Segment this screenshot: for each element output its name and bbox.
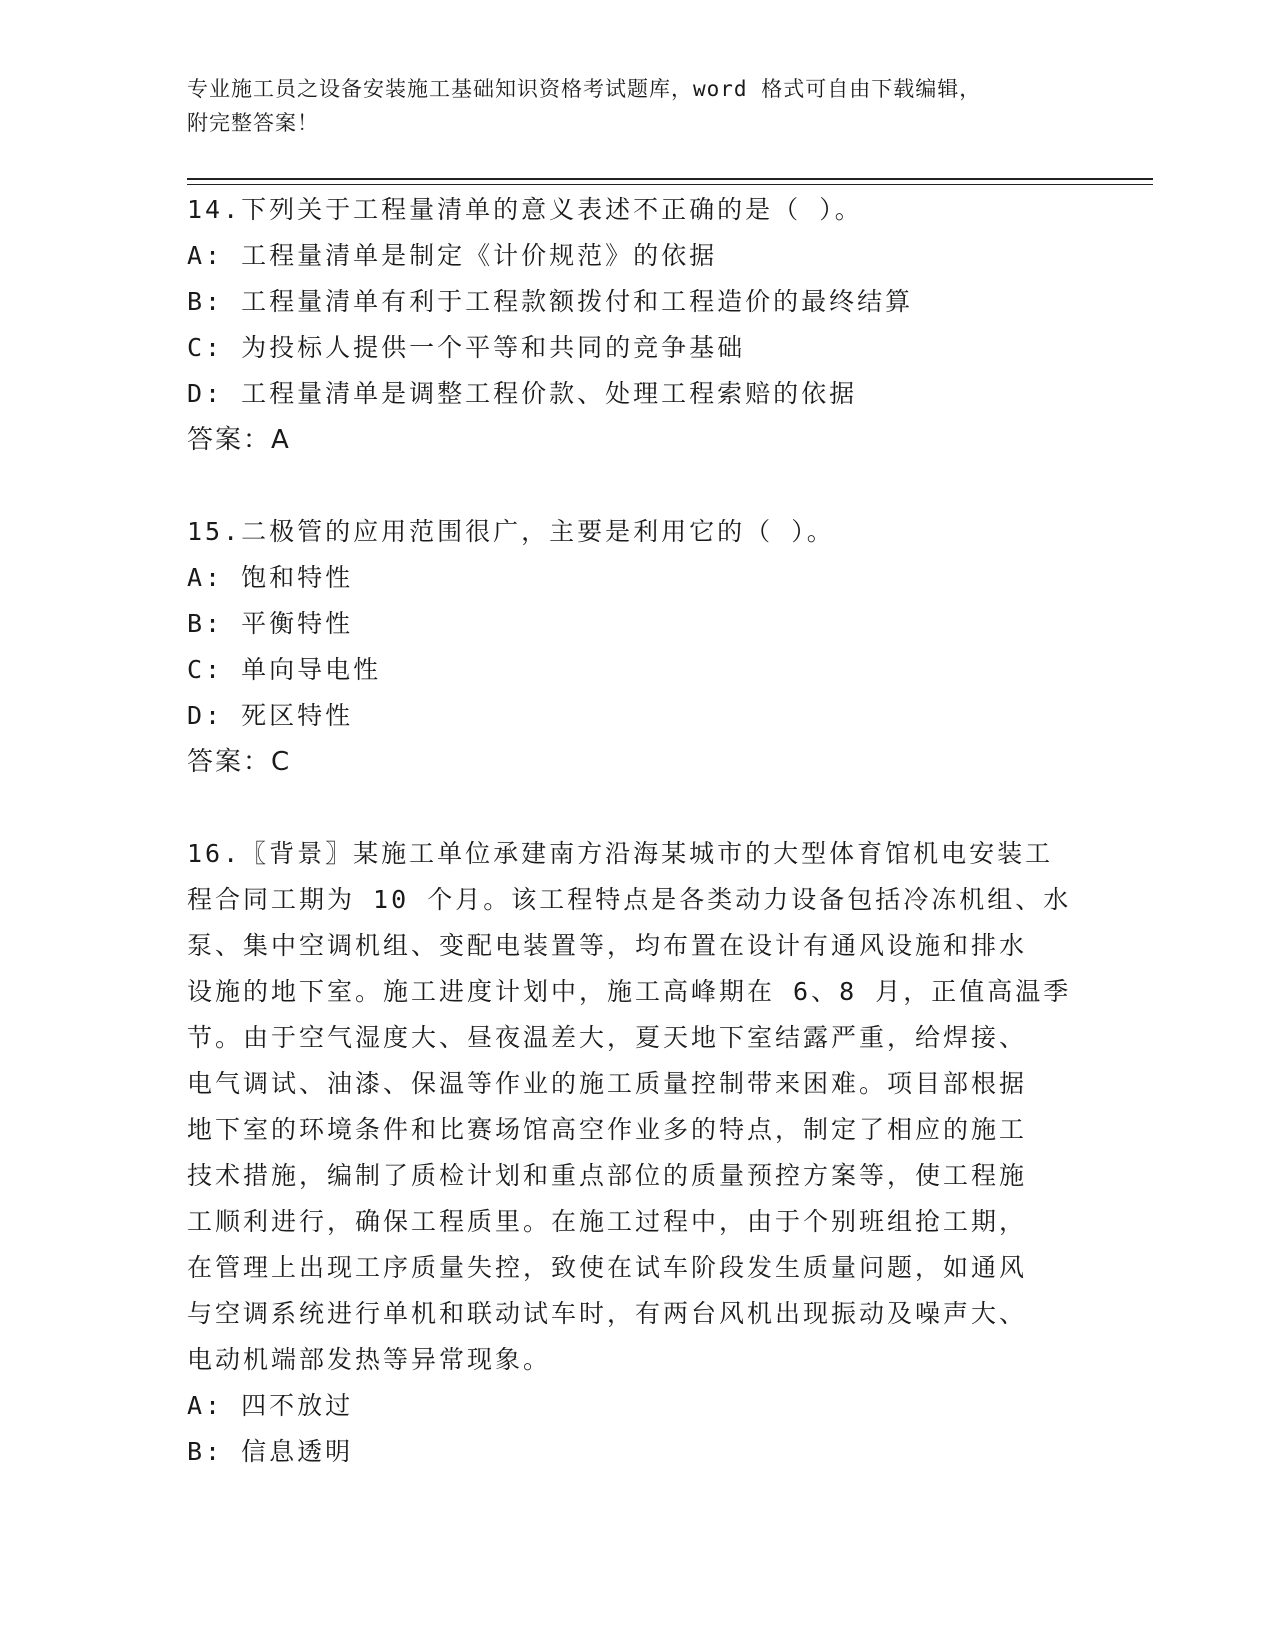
answer-label: 答案：A <box>187 425 291 455</box>
option-d: D: 工程量清单是调整工程价款、处理工程索赔的依据 <box>187 379 858 408</box>
question-stem-line: 节。由于空气湿度大、昼夜温差大，夏天地下室结露严重，给焊接、 <box>187 1023 1028 1052</box>
question-16 <box>187 831 1087 1475</box>
question-spacer <box>187 785 1087 831</box>
question-stem-line: 工顺利进行，确保工程质里。在施工过程中，由于个别班组抢工期， <box>187 1207 1028 1236</box>
option-a: A: 四不放过 <box>187 1391 354 1420</box>
question-stem-line: 电气调试、油漆、保温等作业的施工质量控制带来困难。项目部根据 <box>187 1069 1028 1098</box>
document-header <box>187 72 1067 140</box>
question-stem-line: 设施的地下室。施工进度计划中，施工高峰期在 6、8 月，正值高温季 <box>187 977 1072 1006</box>
question-stem-line: 程合同工期为 10 个月。该工程特点是各类动力设备包括冷冻机组、水 <box>187 885 1072 914</box>
question-stem-line: 电动机端部发热等异常现象。 <box>187 1345 552 1374</box>
question-14 <box>187 187 1087 463</box>
option-b: B: 工程量清单有利于工程款额拨付和工程造价的最终结算 <box>187 287 914 316</box>
question-15 <box>187 509 1087 785</box>
option-a: A: 饱和特性 <box>187 563 354 592</box>
answer-label: 答案：C <box>187 747 292 777</box>
question-stem-line: 16.〖背景〗某施工单位承建南方沿海某城市的大型体育馆机电安装工 <box>187 839 1054 868</box>
question-spacer <box>187 463 1087 509</box>
option-b: B: 信息透明 <box>187 1437 354 1466</box>
header-divider-thin <box>187 184 1153 185</box>
option-d: D: 死区特性 <box>187 701 354 730</box>
question-stem-line: 在管理上出现工序质量失控，致使在试车阶段发生质量问题，如通风 <box>187 1253 1028 1282</box>
question-stem: 15.二极管的应用范围很广，主要是利用它的（ ）。 <box>187 517 835 546</box>
option-c: C: 单向导电性 <box>187 655 382 684</box>
question-stem-line: 技术措施，编制了质检计划和重点部位的质量预控方案等，使工程施 <box>187 1161 1028 1190</box>
option-a: A: 工程量清单是制定《计价规范》的依据 <box>187 241 718 270</box>
option-c: C: 为投标人提供一个平等和共同的竞争基础 <box>187 333 746 362</box>
question-stem-line: 与空调系统进行单机和联动试车时，有两台风机出现振动及噪声大、 <box>187 1299 1028 1328</box>
question-stem-line: 地下室的环境条件和比赛场馆高空作业多的特点，制定了相应的施工 <box>187 1115 1028 1144</box>
question-stem-line: 泵、集中空调机组、变配电装置等，均布置在设计有通风设施和排水 <box>187 931 1028 960</box>
header-line-1: 专业施工员之设备安装施工基础知识资格考试题库，word 格式可自由下载编辑， <box>187 77 982 101</box>
question-stem: 14.下列关于工程量清单的意义表述不正确的是（ ）。 <box>187 195 863 224</box>
header-divider-thick <box>187 178 1153 180</box>
question-list <box>187 187 1087 1475</box>
header-line-2: 附完整答案！ <box>187 111 319 135</box>
question-stem <box>187 831 1087 1383</box>
option-b: B: 平衡特性 <box>187 609 354 638</box>
